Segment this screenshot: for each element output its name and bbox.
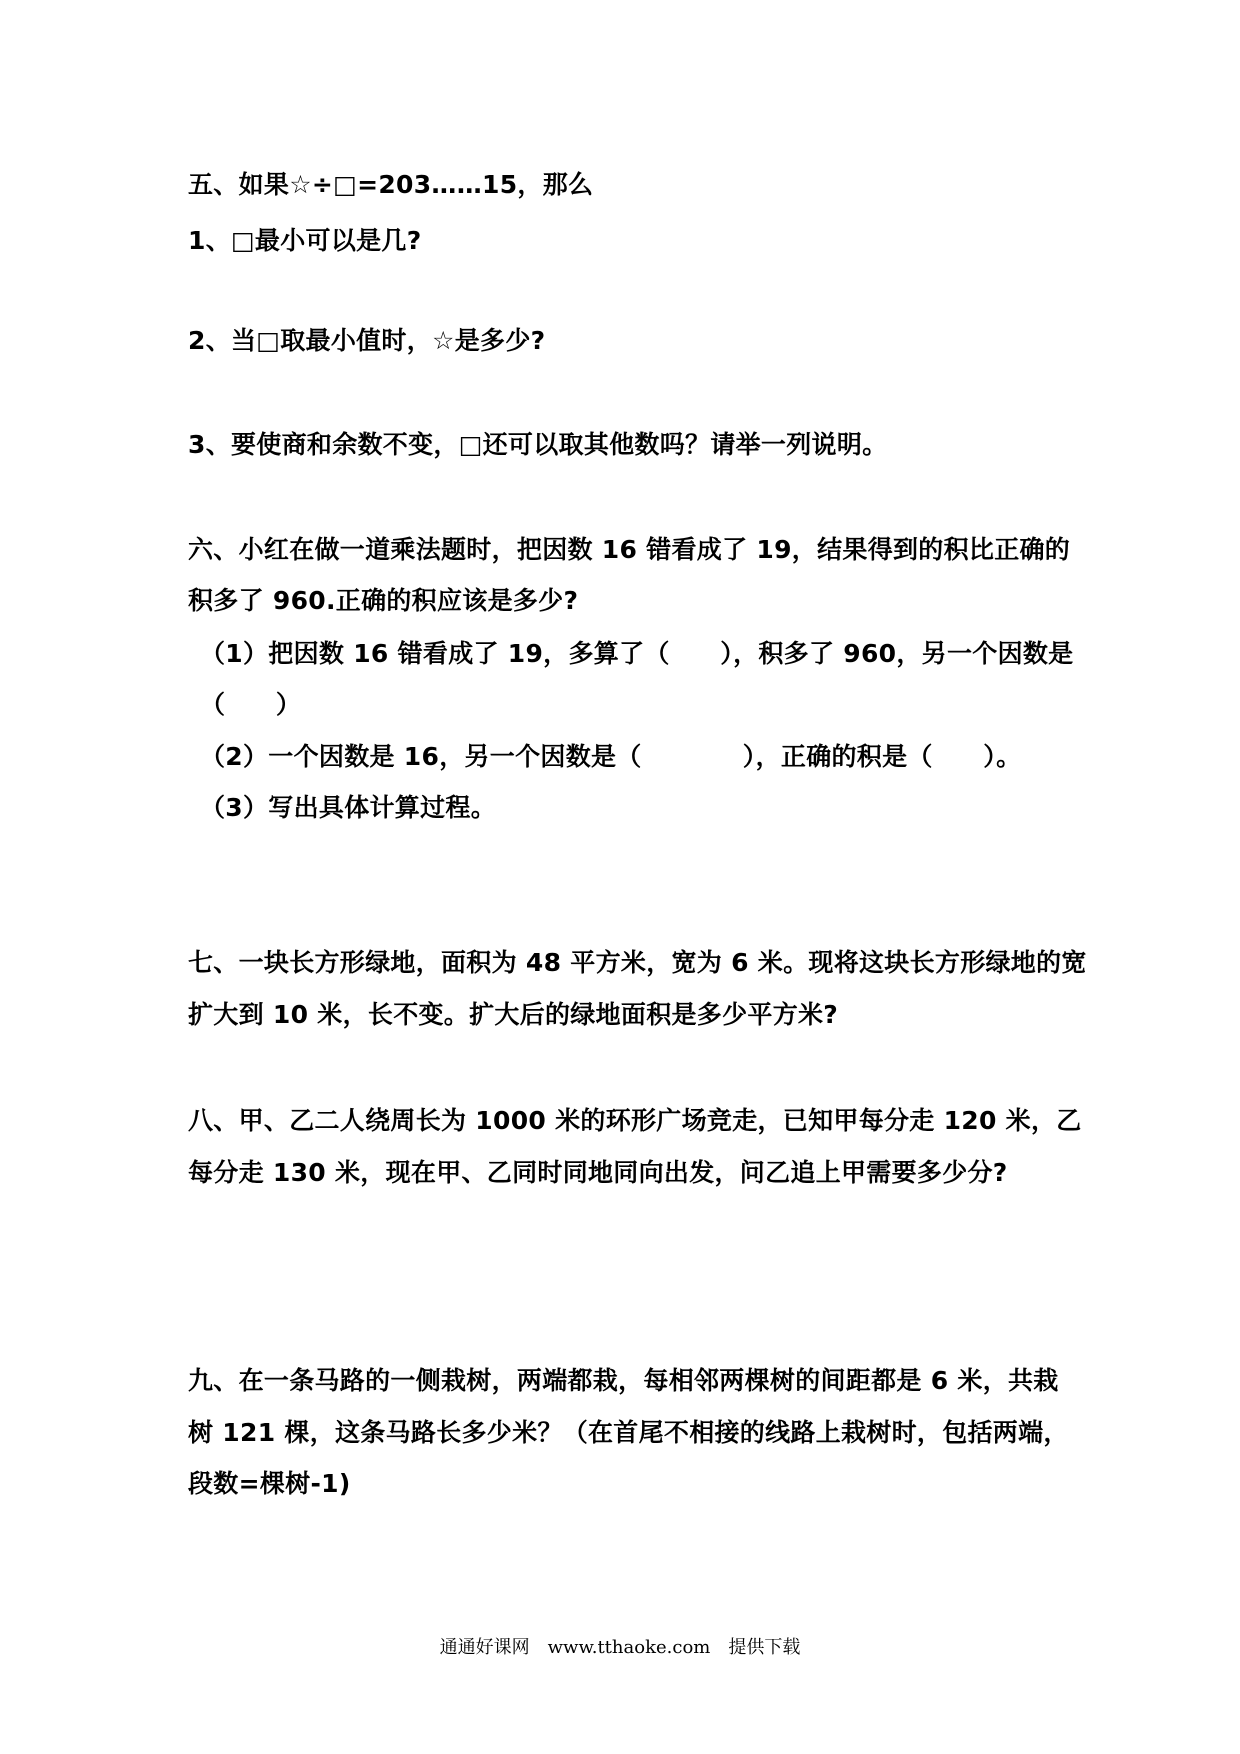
section-5-question-2: 2、当□取最小值时，☆是多少? — [188, 326, 546, 355]
section-5-question-3: 3、要使商和余数不变，□还可以取其他数吗？请举一列说明。 — [188, 430, 888, 459]
section-7-line-2: 扩大到 10 米，长不变。扩大后的绿地面积是多少平方米? — [188, 1000, 839, 1029]
section-9-line-2: 树 121 棵，这条马路长多少米？（在首尾不相接的线路上栽树时，包括两端， — [188, 1418, 1069, 1447]
section-6-line-2: 积多了 960.正确的积应该是多少? — [188, 586, 579, 615]
section-6-step-2: （2）一个因数是 16，另一个因数是（ ），正确的积是（ ）。 — [200, 742, 1022, 771]
section-8-line-2: 每分走 130 米，现在甲、乙同时同地同向出发，问乙追上甲需要多少分? — [188, 1158, 1008, 1187]
section-9-line-3: 段数=棵树-1) — [188, 1469, 351, 1498]
section-5-question-1: 1、□最小可以是几? — [188, 226, 422, 255]
section-6-step-1-line-2: （ ） — [200, 690, 302, 719]
section-9-line-1: 九、在一条马路的一侧栽树，两端都栽，每相邻两棵树的间距都是 6 米，共栽 — [188, 1366, 1059, 1395]
page-footer: 通通好课网 www.tthaoke.com 提供下载 — [439, 1637, 801, 1658]
section-6-step-3: （3）写出具体计算过程。 — [200, 793, 496, 822]
section-5-title: 五、如果☆÷□=203……15，那么 — [188, 170, 594, 199]
section-7-line-1: 七、一块长方形绿地，面积为 48 平方米，宽为 6 米。现将这块长方形绿地的宽 — [188, 948, 1087, 977]
section-6-step-1-line-1: （1）把因数 16 错看成了 19，多算了（ ），积多了 960，另一个因数是 — [200, 639, 1074, 668]
section-8-line-1: 八、甲、乙二人绕周长为 1000 米的环形广场竞走，已知甲每分走 120 米，乙 — [188, 1106, 1082, 1135]
section-6-line-1: 六、小红在做一道乘法题时，把因数 16 错看成了 19，结果得到的积比正确的 — [188, 535, 1071, 564]
